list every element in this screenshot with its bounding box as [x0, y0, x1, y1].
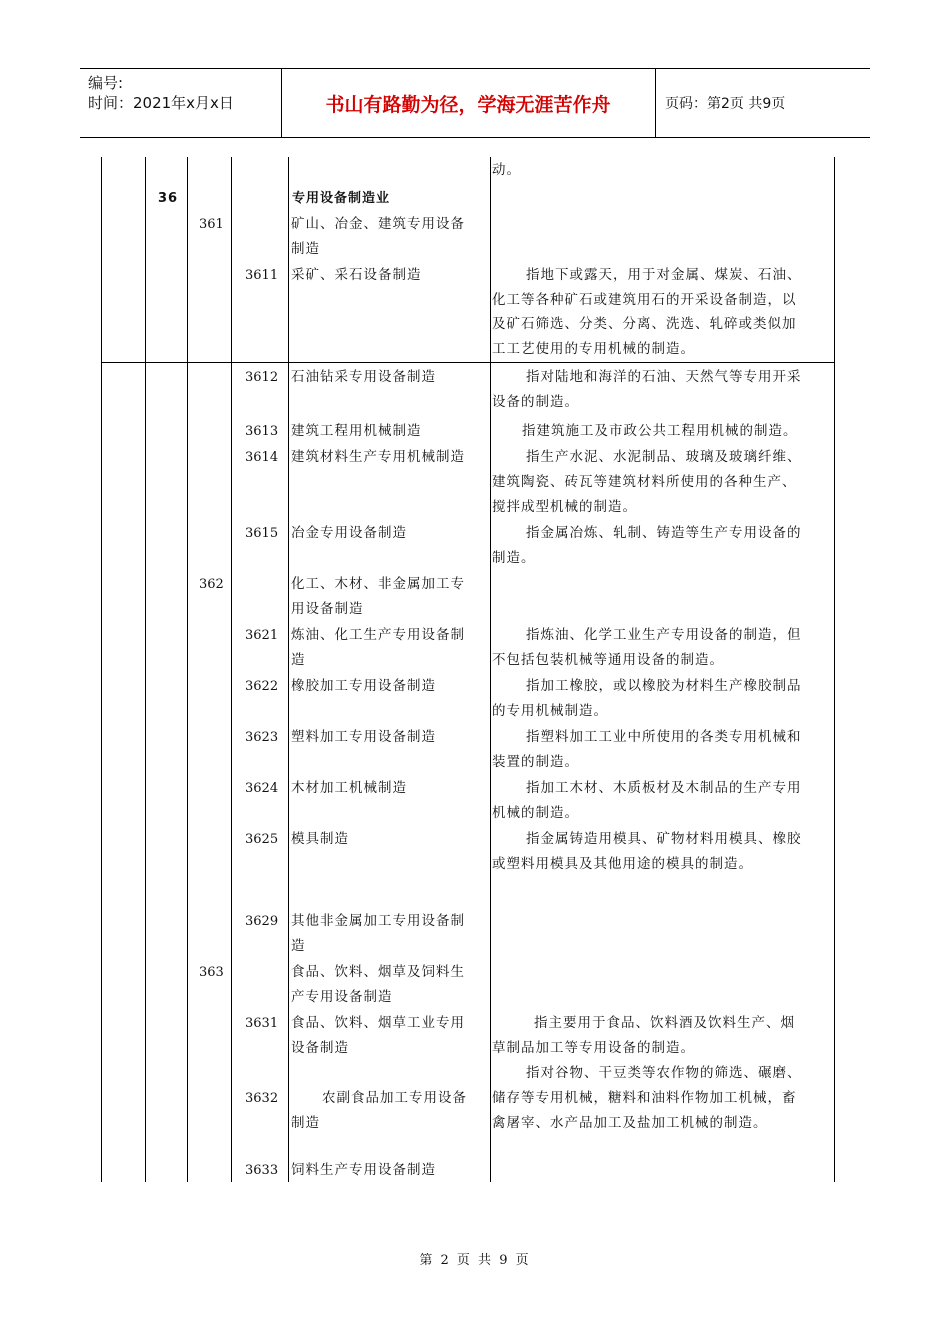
description-line: 指建筑施工及市政公共工程用机械的制造。 [522, 423, 798, 439]
time-label: 时间：2021年x月x日 [88, 94, 234, 112]
category-name: 其他非金属加工专用设备制 [291, 913, 465, 929]
category-name: 设备制造 [291, 1040, 349, 1056]
category-name: 采矿、采石设备制造 [291, 267, 422, 283]
category-name: 塑料加工专用设备制造 [291, 729, 436, 745]
category-name: 饲料生产专用设备制造 [291, 1162, 436, 1178]
description-line: 禽屠宰、水产品加工及盐加工机械的制造。 [492, 1115, 768, 1131]
description-line: 化工等各种矿石或建筑用石的开采设备制造，以 [492, 292, 797, 308]
class-code: 3614 [245, 450, 279, 465]
class-code: 3615 [245, 526, 279, 541]
category-name: 模具制造 [291, 831, 349, 847]
category-name: 制造 [291, 1115, 320, 1131]
class-code: 3633 [245, 1163, 279, 1178]
category-name: 农副食品加工专用设备 [322, 1090, 467, 1106]
category-name: 建筑材料生产专用机械制造 [291, 449, 465, 465]
description-line: 的专用机械制造。 [492, 703, 608, 719]
description-line: 指对陆地和海洋的石油、天然气等专用开采 [526, 369, 802, 385]
description-line: 指加工木材、木质板材及木制品的生产专用 [526, 780, 802, 796]
category-name: 炼油、化工生产专用设备制 [291, 627, 465, 643]
description-line: 装置的制造。 [492, 754, 579, 770]
category-name: 矿山、冶金、建筑专用设备 [291, 216, 465, 232]
header-divider [655, 69, 656, 137]
category-name: 橡胶加工专用设备制造 [291, 678, 436, 694]
category-name: 冶金专用设备制造 [291, 525, 407, 541]
category-name: 食品、饮料、烟草及饲料生 [291, 964, 465, 980]
category-name: 化工、木材、非金属加工专 [291, 576, 465, 592]
class-code: 3611 [245, 268, 279, 283]
description-line: 制造。 [492, 550, 536, 566]
column-divider [490, 157, 491, 1182]
description-line: 设备的制造。 [492, 394, 579, 410]
description-line: 动。 [492, 162, 521, 178]
description-line: 或塑料用模具及其他用途的模具的制造。 [492, 856, 753, 872]
column-divider [288, 157, 289, 1182]
description-line: 指地下或露天，用于对金属、煤炭、石油、 [526, 267, 802, 283]
group-code: 362 [199, 577, 224, 592]
description-line: 指塑料加工工业中所使用的各类专用机械和 [526, 729, 802, 745]
class-code: 3613 [245, 424, 279, 439]
page-header [80, 68, 870, 138]
class-code: 3632 [245, 1091, 279, 1106]
group-code: 361 [199, 217, 224, 232]
description-line: 草制品加工等专用设备的制造。 [492, 1040, 695, 1056]
description-line: 指炼油、化学工业生产专用设备的制造，但 [526, 627, 802, 643]
number-label: 编号: [88, 74, 124, 92]
description-line: 工工艺使用的专用机械的制造。 [492, 341, 695, 357]
category-name: 制造 [291, 241, 320, 257]
table-border-right [834, 157, 835, 1182]
page-footer: 第 2 页 共 9 页 [419, 1253, 531, 1268]
category-name: 产专用设备制造 [291, 989, 393, 1005]
description-line: 指主要用于食品、饮料酒及饮料生产、烟 [534, 1015, 795, 1031]
column-divider [187, 157, 188, 1182]
description-line: 搅拌成型机械的制造。 [492, 499, 637, 515]
class-code: 3631 [245, 1016, 279, 1031]
description-line: 及矿石筛选、分类、分离、洗选、轧碎或类似加 [492, 316, 797, 332]
major-code: 36 [158, 191, 179, 206]
group-code: 363 [199, 965, 224, 980]
category-name: 用设备制造 [291, 601, 364, 617]
row-divider [101, 362, 835, 363]
description-line: 指金属铸造用模具、矿物材料用模具、橡胶 [526, 831, 802, 847]
description-line: 储存等专用机械，糖料和油料作物加工机械，畜 [492, 1090, 797, 1106]
class-code: 3622 [245, 679, 279, 694]
slogan: 书山有路勤为径，学海无涯苦作舟 [325, 93, 611, 116]
description-line: 指加工橡胶，或以橡胶为材料生产橡胶制品 [526, 678, 802, 694]
category-name: 专用设备制造业 [292, 191, 391, 206]
description-line: 指生产水泥、水泥制品、玻璃及玻璃纤维、 [526, 449, 802, 465]
class-code: 3629 [245, 914, 279, 929]
class-code: 3623 [245, 730, 279, 745]
class-code: 3621 [245, 628, 279, 643]
category-name: 造 [291, 652, 306, 668]
category-name: 食品、饮料、烟草工业专用 [291, 1015, 465, 1031]
column-divider [145, 157, 146, 1182]
description-line: 建筑陶瓷、砖瓦等建筑材料所使用的各种生产、 [492, 474, 797, 490]
description-line: 机械的制造。 [492, 805, 579, 821]
class-code: 3625 [245, 832, 279, 847]
description-line: 指对谷物、干豆类等农作物的筛选、碾磨、 [526, 1065, 802, 1081]
category-name: 造 [291, 938, 306, 954]
category-name: 木材加工机械制造 [291, 780, 407, 796]
class-code: 3624 [245, 781, 279, 796]
category-name: 建筑工程用机械制造 [291, 423, 422, 439]
description-line: 不包括包装机械等通用设备的制造。 [492, 652, 724, 668]
header-meta [88, 73, 234, 113]
page-indicator: 页码：第2页 共9页 [665, 96, 786, 112]
table-border-left [101, 157, 102, 1182]
column-divider [231, 157, 232, 1182]
class-code: 3612 [245, 370, 279, 385]
category-name: 石油钻采专用设备制造 [291, 369, 436, 385]
description-line: 指金属冶炼、轧制、铸造等生产专用设备的 [526, 525, 802, 541]
